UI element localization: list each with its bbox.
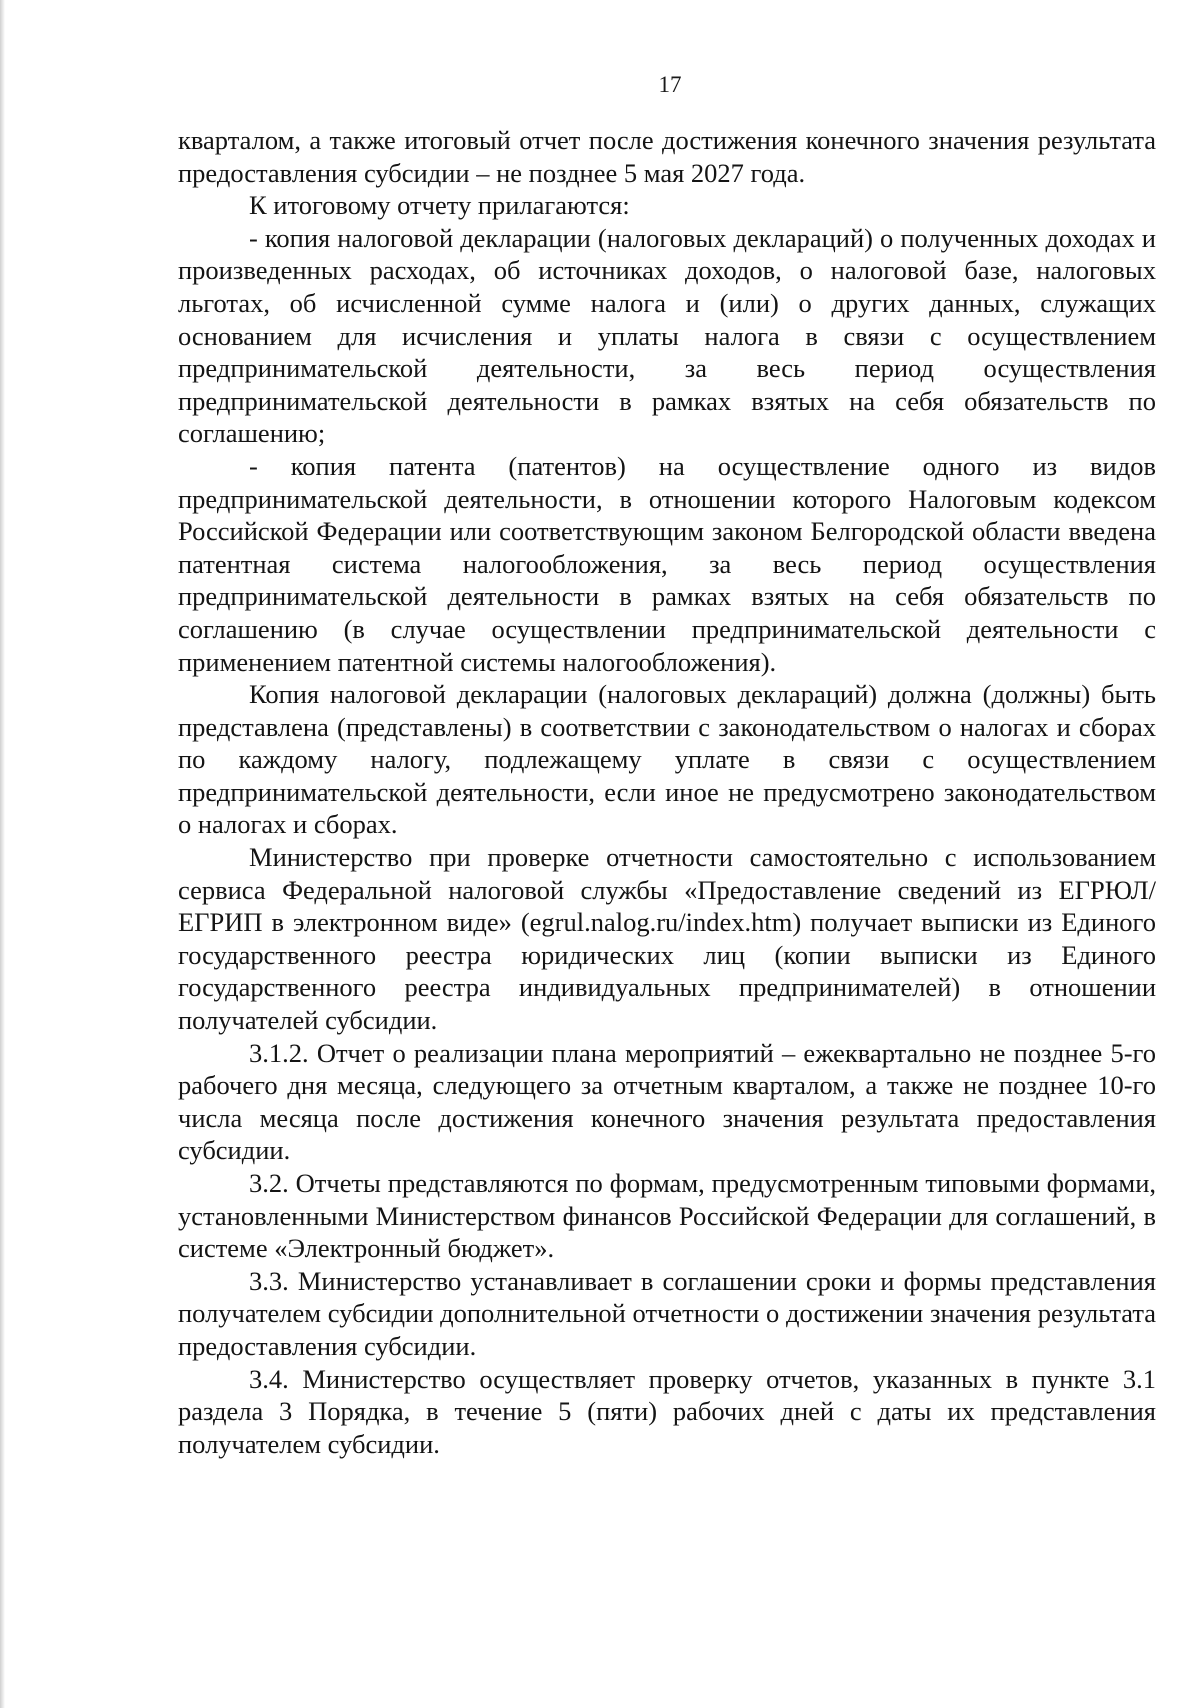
paragraph-continuation: кварталом, а также итоговый отчет после достижения конечного значения результата предоставления субсидии – не позднее 5 мая 2027 года.	[178, 125, 1156, 188]
paragraph-3-2: 3.2. Отчеты представляются по формам, предусмотренным типовыми формами, установленными Министерством финансов Российской Федерации для соглашений, в системе «Электронный бюджет».	[178, 1168, 1156, 1264]
paragraph-3-4: 3.4. Министерство осуществляет проверку отчетов, указанных в пункте 3.1 раздела 3 Порядка, в течение 5 (пяти) рабочих дней с даты их представления получателем субсидии.	[178, 1363, 1156, 1459]
paragraph-3-1-2: 3.1.2. Отчет о реализации плана мероприятий – ежеквартально не позднее 5-го рабочего дня месяца, следующего за отчетным кварталом, а также не позднее 10-го числа месяца после достижения конечного значения результата предоставления субсидии.	[178, 1037, 1156, 1166]
page-number: 17	[658, 72, 682, 97]
list-item-tax-declaration: - копия налоговой декларации (налоговых деклараций) о полученных доходах и произведенных расходах, об источниках доходов, о налоговой базе, налоговых льготах, об исчисленной сумме налога и (или) о других данных, служащих основанием для исчисления и уплаты налога в связи с осуществлением предпринимательской деятельности, за весь период осуществления предпринимательской деятельности в рамках взятых на себя обязательств по соглашению;	[178, 222, 1156, 449]
paragraph-declaration-requirements: Копия налоговой декларации (налоговых деклараций) должна (должны) быть представлена (представлены) в соответствии с законодательством о налогах и сборах по каждому налогу, подлежащему уплате в связи с осуществлением предпринимательской деятельности, если иное не предусмотрено законодательством о налогах и сборах.	[178, 679, 1156, 840]
scan-edge-shadow	[0, 0, 5, 1708]
list-item-patent-copy: - копия патента (патентов) на осуществление одного из видов предпринимательской деятельности, в отношении которого Налоговым кодексом Российской Федерации или соответствующим законом Белгородской области введена патентная система налогообложения, за весь период осуществления предпринимательской деятельности в рамках взятых на себя обязательств по соглашению (в случае осуществлении предпринимательской деятельности с применением патентной системы налогообложения).	[178, 450, 1156, 677]
paragraph-ministry-check: Министерство при проверке отчетности самостоятельно с использованием сервиса Федеральной налоговой службы «Предоставление сведений из ЕГРЮЛ/ЕГРИП в электронном виде» (egrul.nalog.ru/index.htm) получает выписки из Единого государственного реестра юридических лиц (копии выписки из Единого государственного реестра индивидуальных предпринимателей) в отношении получателей субсидии.	[178, 842, 1156, 1036]
paragraph-attachments-intro: К итоговому отчету прилагаются:	[249, 190, 630, 221]
document-body	[178, 124, 1156, 1460]
paragraph-3-3: 3.3. Министерство устанавливает в соглашении сроки и формы представления получателем субсидии дополнительной отчетности о достижении значения результата предоставления субсидии.	[178, 1265, 1156, 1361]
